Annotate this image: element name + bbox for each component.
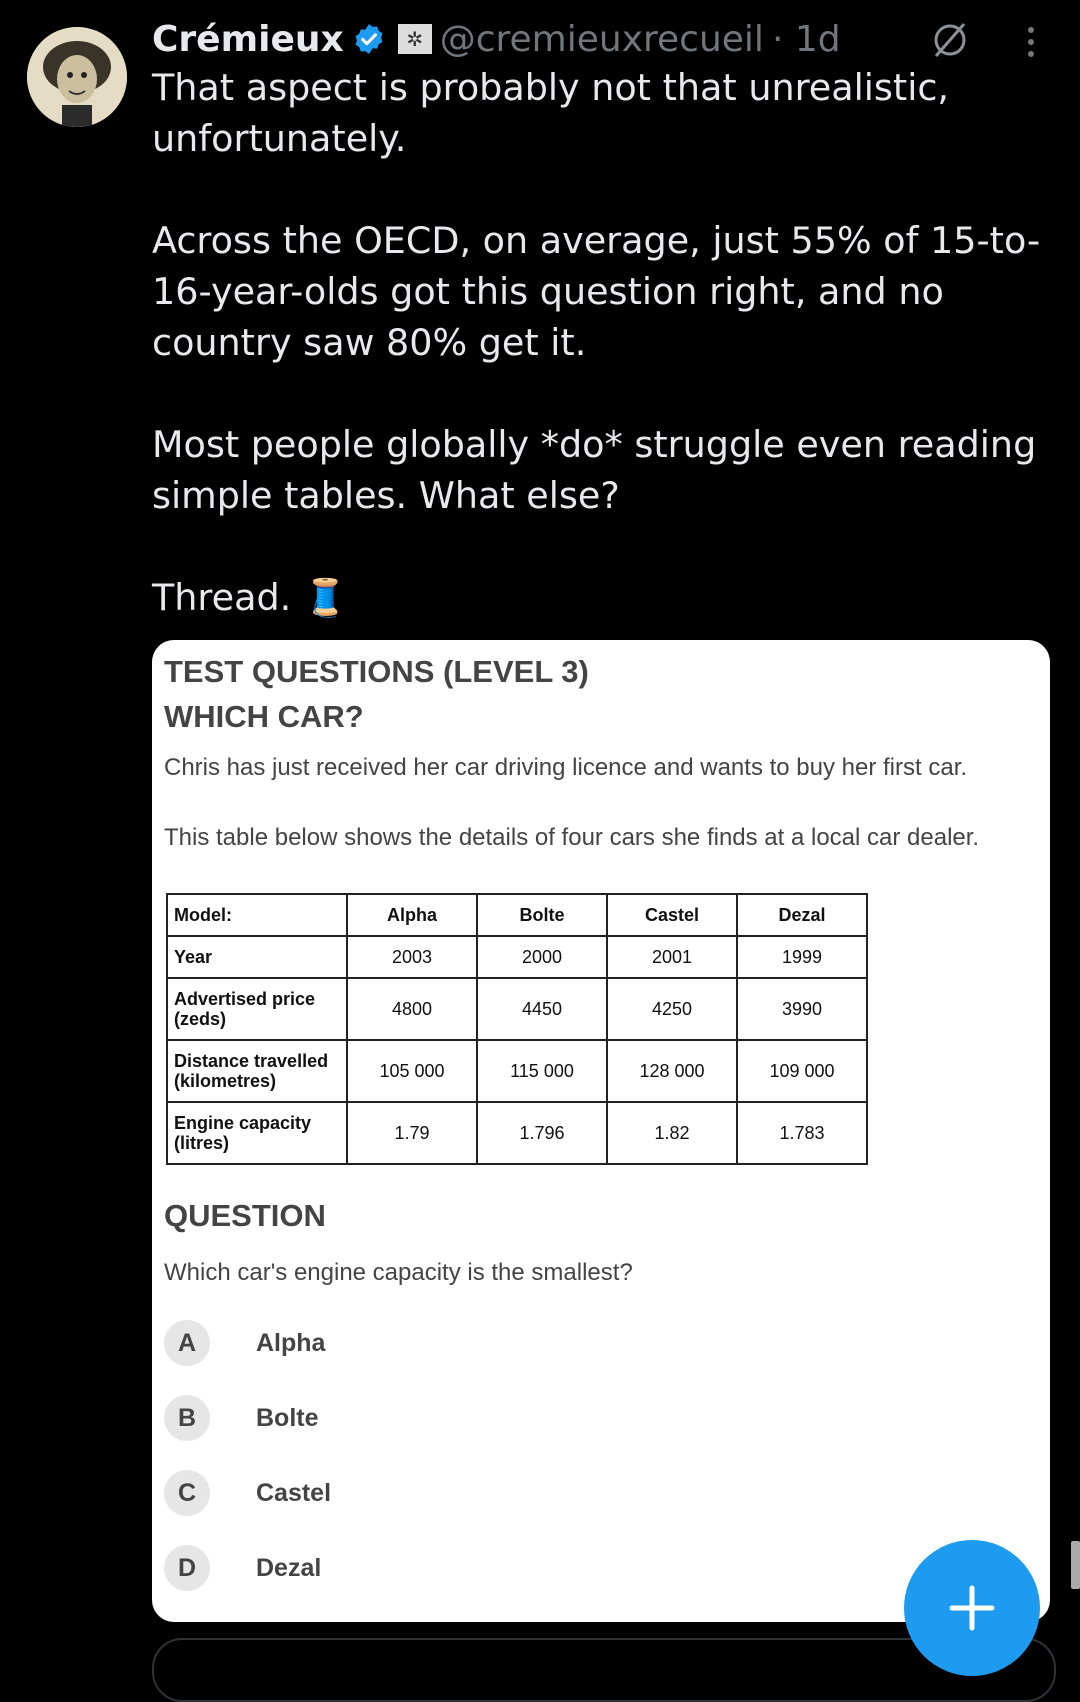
option-letter: D [164,1545,210,1591]
question-text: Which car's engine capacity is the smallest? [164,1259,633,1286]
table-cell: 4250 [607,978,737,1040]
table-cell: 128 000 [607,1040,737,1102]
option-c [164,1469,331,1517]
table-cell: 2000 [477,936,607,978]
row-label: Year [167,936,347,978]
author-handle[interactable]: @cremieuxrecueil [439,18,764,60]
card-intro-text: Chris has just received her car driving licence and wants to buy her first car. [164,754,968,781]
table-cell: 1.796 [477,1102,607,1164]
table-header-cell: Bolte [477,894,607,936]
table-cell: 2001 [607,936,737,978]
table-cell: 109 000 [737,1040,867,1102]
option-a [164,1319,325,1367]
table-cell: 4800 [347,978,477,1040]
scrollbar[interactable] [1071,1541,1080,1589]
table-cell: 105 000 [347,1040,477,1102]
grok-icon[interactable] [928,18,972,62]
table-cell: 1.79 [347,1102,477,1164]
table-header-cell: Dezal [737,894,867,936]
table-cell: 1.82 [607,1102,737,1164]
row-label: Advertised price (zeds) [167,978,347,1040]
option-label: Dezal [256,1553,322,1582]
table-cell: 4450 [477,978,607,1040]
option-letter: C [164,1470,210,1516]
table-cell: 3990 [737,978,867,1040]
table-header-cell: Alpha [347,894,477,936]
table-row [167,1040,867,1102]
table-row [167,936,867,978]
option-letter: A [164,1320,210,1366]
author-avatar[interactable] [27,27,127,127]
tweet-text: That aspect is probably not that unrealistic, unfortunately. Across the OECD, on average, just 55% of 15-to-16-year-olds got this question right, and no country saw 80% get it. Most people globally *do* struggle even reading simple tables. What else? Thread. 🧵 [152,66,1041,619]
option-label: Alpha [256,1328,326,1357]
plus-icon [942,1578,1002,1638]
table-cell: 115 000 [477,1040,607,1102]
row-label: Distance travelled (kilometres) [167,1040,347,1102]
compose-button[interactable] [904,1540,1040,1676]
more-options-icon[interactable] [1016,24,1046,60]
table-cell: 2003 [347,936,477,978]
option-label: Castel [256,1478,332,1507]
tweet-image-card[interactable] [152,640,1050,1622]
tweet-time[interactable]: · 1d [771,18,841,60]
option-letter: B [164,1395,210,1441]
table-row [167,1102,867,1164]
affiliation-badge-icon[interactable]: ✲ [398,24,432,54]
verified-badge-icon [352,22,386,56]
option-b [164,1394,319,1442]
table-cell: 1.783 [737,1102,867,1164]
option-d [164,1544,321,1592]
table-header-cell: Model: [167,894,347,936]
question-title: QUESTION [164,1198,326,1233]
card-title: TEST QUESTIONS (LEVEL 3) [164,654,589,689]
row-label: Engine capacity (litres) [167,1102,347,1164]
card-table-intro: This table below shows the details of four cars she finds at a local car dealer. [164,824,980,851]
table-header-cell: Castel [607,894,737,936]
tweet-header [152,14,841,64]
option-label: Bolte [256,1403,319,1432]
card-subtitle: WHICH CAR? [164,699,364,734]
author-name[interactable]: Crémieux [152,18,344,60]
table-header-row [167,894,867,936]
cars-table [166,893,868,1165]
table-cell: 1999 [737,936,867,978]
table-row [167,978,867,1040]
